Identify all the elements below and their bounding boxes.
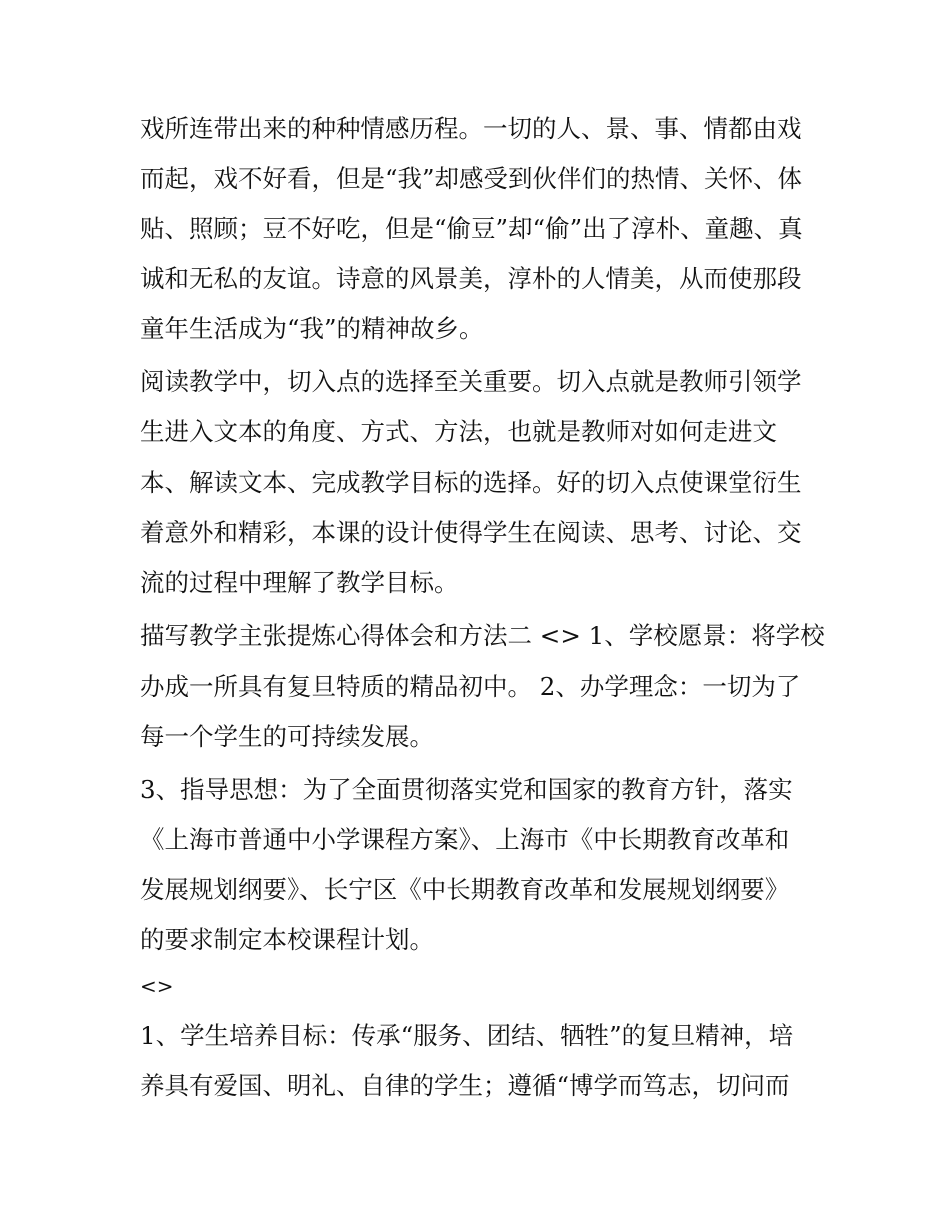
text-line: 办成一所具有复旦特质的精品初中。 2、办学理念：一切为了 xyxy=(140,672,801,701)
text-line: 阅读教学中，切入点的选择至关重要。切入点就是教师引领学 xyxy=(140,367,802,396)
text-line: 《上海市普通中小学课程方案》、上海市《中长期教育改革和 xyxy=(140,825,790,854)
text-line: 而起，戏不好看，但是“我”却感受到伙伴们的热情、关怀、体 xyxy=(140,164,803,193)
text-line: 每一个学生的可持续发展。 xyxy=(140,722,434,751)
text-line: 本、解读文本、完成教学目标的选择。好的切入点使课堂衍生 xyxy=(140,468,802,497)
text-line: 贴、照顾；豆不好吃，但是“偷豆”却“偷”出了淳朴、童趣、真 xyxy=(140,214,803,243)
text-line: 发展规划纲要》、长宁区《中长期教育改革和发展规划纲要》 xyxy=(140,875,790,904)
text-line: 描写教学主张提炼心得体会和方法二 <> 1、学校愿景：将学校 xyxy=(140,621,825,650)
text-line: 3、指导思想：为了全面贯彻落实党和国家的教育方针，落实 xyxy=(140,775,793,804)
text-line: 着意外和精彩，本课的设计使得学生在阅读、思考、讨论、交 xyxy=(140,518,802,547)
text-line: 1、学生培养目标：传承“服务、团结、牺牲”的复旦精神，培 xyxy=(140,1021,794,1050)
text-line: 生进入文本的角度、方式、方法，也就是教师对如何走进文 xyxy=(140,417,777,446)
text-line: 诚和无私的友谊。诗意的风景美，淳朴的人情美，从而使那段 xyxy=(140,264,802,293)
text-line: 童年生活成为“我”的精神故乡。 xyxy=(140,314,484,343)
text-line: 的要求制定本校课程计划。 xyxy=(140,925,434,954)
text-line: <> xyxy=(140,974,174,998)
text-line: 戏所连带出来的种种情感历程。一切的人、景、事、情都由戏 xyxy=(140,114,802,143)
text-line: 养具有爱国、明礼、自律的学生；遵循“博学而笃志，切问而 xyxy=(140,1071,790,1100)
text-line: 流的过程中理解了教学目标。 xyxy=(140,568,459,597)
